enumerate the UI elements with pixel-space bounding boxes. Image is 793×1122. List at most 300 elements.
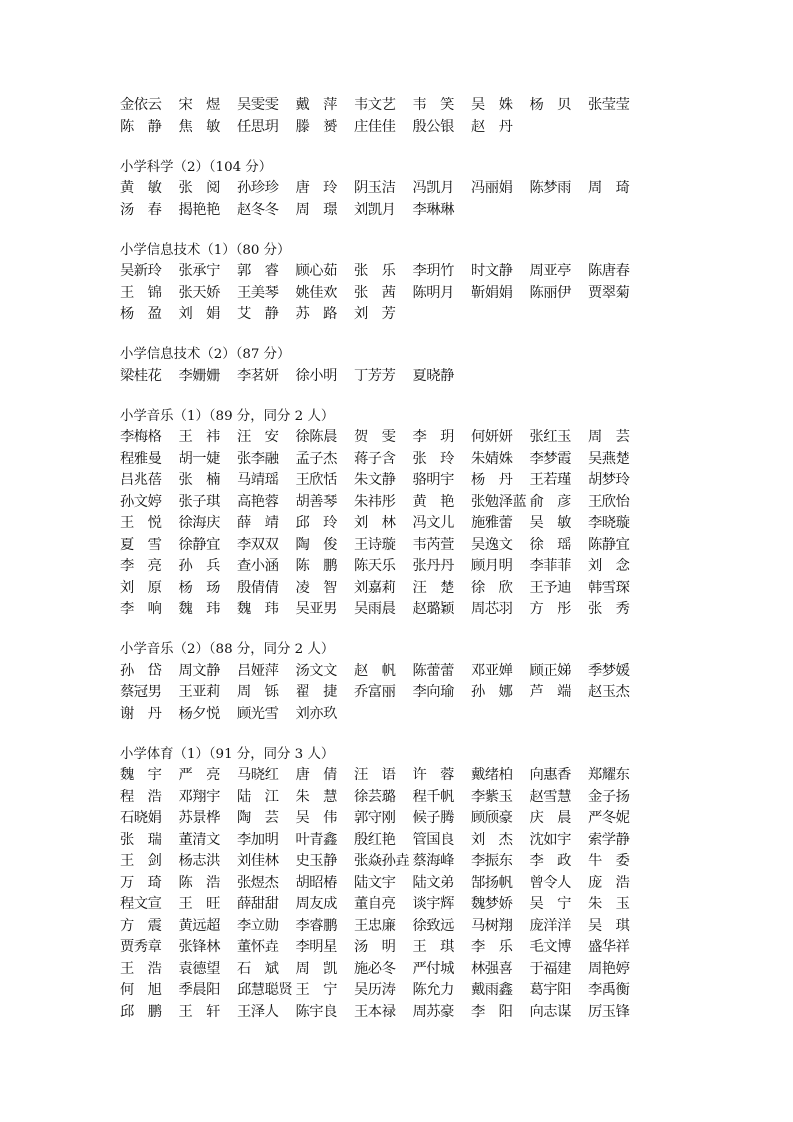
candidate-name: 谈宇辉 xyxy=(412,896,454,912)
candidate-name: 石 斌 xyxy=(237,960,279,977)
candidate-name: 周友成 xyxy=(295,896,337,912)
candidate-name: 殷倩倩 xyxy=(237,579,279,596)
candidate-name: 陈 浩 xyxy=(178,874,220,891)
name-row xyxy=(120,808,680,830)
name-row xyxy=(120,661,680,683)
candidate-name: 董自亮 xyxy=(354,896,396,912)
candidate-name: 姚佳欢 xyxy=(295,284,337,301)
candidate-name: 揭艳艳 xyxy=(178,201,220,218)
candidate-name: 张 瑞 xyxy=(120,831,162,848)
candidate-name: 靳娟娟 xyxy=(471,284,513,301)
score-section xyxy=(120,639,680,725)
section-heading: 小学信息技术（1）（80 分） xyxy=(120,242,291,258)
candidate-name: 夏 雪 xyxy=(120,536,162,553)
candidate-name: 胡一婕 xyxy=(178,450,220,467)
candidate-name: 林强喜 xyxy=(471,960,513,977)
candidate-name: 芦 端 xyxy=(529,684,571,700)
name-row xyxy=(120,513,680,535)
candidate-name: 严冬妮 xyxy=(588,810,630,826)
candidate-name: 杨 盈 xyxy=(120,306,162,322)
candidate-name: 高艳蓉 xyxy=(237,493,279,510)
candidate-name: 庄佳佳 xyxy=(354,118,396,135)
candidate-name: 时文静 xyxy=(471,263,513,279)
candidate-name: 邱慧聪贤 xyxy=(237,982,293,998)
candidate-name: 王美琴 xyxy=(237,284,279,301)
candidate-name: 周艳婷 xyxy=(588,960,630,977)
candidate-name: 赵璐颖 xyxy=(412,601,454,617)
candidate-name: 程文宣 xyxy=(120,896,162,912)
candidate-name: 李姗姗 xyxy=(178,367,220,384)
candidate-name: 韩雪琛 xyxy=(588,579,630,596)
candidate-name: 陈 鹏 xyxy=(295,558,337,574)
candidate-name: 唐 倩 xyxy=(295,767,337,783)
candidate-name: 刘 原 xyxy=(120,579,162,596)
candidate-name: 李 乐 xyxy=(471,939,513,955)
candidate-name: 孙文婷 xyxy=(120,493,162,510)
candidate-name: 蒋子含 xyxy=(354,450,396,467)
candidate-name: 王 浩 xyxy=(120,960,162,977)
candidate-name: 陈宇良 xyxy=(295,1003,337,1020)
candidate-name: 苏景桦 xyxy=(178,810,220,826)
candidate-name: 李梅格 xyxy=(120,429,162,445)
candidate-name: 孙 岱 xyxy=(120,662,162,679)
candidate-name: 徐 欣 xyxy=(471,579,513,596)
candidate-name: 丁芳芳 xyxy=(354,367,396,384)
candidate-name: 李加明 xyxy=(237,831,279,848)
candidate-name: 吴雯雯 xyxy=(237,97,279,113)
candidate-name: 滕 赟 xyxy=(295,118,337,135)
name-row xyxy=(120,535,680,557)
candidate-name: 周文静 xyxy=(178,662,220,679)
candidate-name: 王本禄 xyxy=(354,1003,396,1020)
candidate-name: 张锋林 xyxy=(178,939,220,955)
candidate-name: 刘凯月 xyxy=(354,201,396,218)
candidate-name: 黄 艳 xyxy=(412,493,454,510)
candidate-name: 邱 玲 xyxy=(295,515,337,531)
section-heading: 小学科学（2）（104 分） xyxy=(120,159,273,175)
candidate-name: 刘 芳 xyxy=(354,306,396,322)
candidate-name: 李睿鹏 xyxy=(295,917,337,934)
candidate-name: 吴亚男 xyxy=(295,601,337,617)
candidate-name: 殷公银 xyxy=(412,118,454,135)
candidate-name: 张勉泽蓝 xyxy=(471,493,527,510)
candidate-name: 陆文弟 xyxy=(412,874,454,891)
candidate-name: 冯凯月 xyxy=(412,180,454,196)
candidate-name: 焦 敏 xyxy=(178,118,220,135)
candidate-name: 杨 贝 xyxy=(529,97,571,113)
candidate-name: 胡梦玲 xyxy=(588,472,630,488)
candidate-name: 汤 春 xyxy=(120,201,162,218)
candidate-name: 陈蕾蕾 xyxy=(412,662,454,679)
candidate-name: 乔富丽 xyxy=(354,684,396,700)
candidate-name: 韦芮萱 xyxy=(412,536,454,553)
candidate-name: 毛文博 xyxy=(529,939,571,955)
candidate-name: 季晨阳 xyxy=(178,982,220,998)
candidate-name: 顾心茹 xyxy=(295,263,337,279)
candidate-name: 任思玥 xyxy=(237,118,279,135)
candidate-name: 张天娇 xyxy=(178,284,220,301)
candidate-name: 俞 彦 xyxy=(529,493,571,510)
candidate-name: 董怀垚 xyxy=(237,939,279,955)
candidate-name: 李 政 xyxy=(529,853,571,869)
name-row xyxy=(120,894,680,916)
candidate-name: 汪 语 xyxy=(354,767,396,783)
candidate-name: 王泽人 xyxy=(237,1003,279,1020)
candidate-name: 徐小明 xyxy=(295,367,337,384)
candidate-name: 孙 娜 xyxy=(471,684,513,700)
candidate-name: 吕娅萍 xyxy=(237,662,279,679)
candidate-name: 吴 琪 xyxy=(588,917,630,934)
name-row xyxy=(120,830,680,852)
candidate-name: 黄远超 xyxy=(178,917,220,934)
name-row xyxy=(120,95,680,117)
candidate-name: 贾秀章 xyxy=(120,939,162,955)
candidate-name: 程雅曼 xyxy=(120,450,162,467)
name-row xyxy=(120,1002,680,1024)
candidate-name: 方 震 xyxy=(120,917,162,934)
candidate-name: 程 浩 xyxy=(120,788,162,805)
name-row xyxy=(120,873,680,895)
candidate-name: 胡善琴 xyxy=(295,493,337,510)
candidate-name: 王欣恬 xyxy=(295,472,337,488)
candidate-name: 汪 安 xyxy=(237,429,279,445)
candidate-name: 吴 宁 xyxy=(529,896,571,912)
candidate-name: 蔡冠男 xyxy=(120,684,162,700)
candidate-name: 陈唐春 xyxy=(588,263,630,279)
candidate-name: 孟子杰 xyxy=(295,450,337,467)
name-row xyxy=(120,178,680,200)
candidate-name: 万 琦 xyxy=(120,874,162,891)
candidate-name: 凌 智 xyxy=(295,579,337,596)
candidate-name: 王忠廉 xyxy=(354,917,396,934)
name-row xyxy=(120,916,680,938)
candidate-name: 严付城 xyxy=(412,960,454,977)
candidate-name: 陶 芸 xyxy=(237,810,279,826)
candidate-name: 顾正娣 xyxy=(529,662,571,679)
candidate-name: 袁德望 xyxy=(178,960,220,977)
candidate-name: 郭 睿 xyxy=(237,263,279,279)
candidate-name: 程千帆 xyxy=(412,788,454,805)
candidate-name: 李玥竹 xyxy=(412,263,454,279)
candidate-name: 陈梦雨 xyxy=(529,180,571,196)
candidate-name: 吴新玲 xyxy=(120,263,162,279)
candidate-name: 汪 楚 xyxy=(412,579,454,596)
candidate-name: 李 阳 xyxy=(471,1003,513,1020)
candidate-name: 赵雪慧 xyxy=(529,788,571,805)
candidate-name: 沈如宇 xyxy=(529,831,571,848)
candidate-name: 陶 俊 xyxy=(295,536,337,553)
candidate-name: 叶青鑫 xyxy=(295,831,337,848)
candidate-name: 李明星 xyxy=(295,939,337,955)
candidate-name: 李双双 xyxy=(237,536,279,553)
candidate-name: 厉玉锋 xyxy=(588,1003,630,1020)
candidate-name: 盛华祥 xyxy=(588,939,630,955)
candidate-name: 朱 慧 xyxy=(295,788,337,805)
candidate-name: 王若瑾 xyxy=(529,472,571,488)
candidate-name: 向惠香 xyxy=(529,767,571,783)
candidate-name: 于福建 xyxy=(529,960,571,977)
candidate-name: 陆文宇 xyxy=(354,874,396,891)
candidate-name: 杨 丹 xyxy=(471,472,513,488)
candidate-name: 王欣怡 xyxy=(588,493,630,510)
candidate-name: 李 玥 xyxy=(412,429,454,445)
name-row xyxy=(120,304,680,326)
candidate-name: 董清文 xyxy=(178,831,220,848)
candidate-name: 严 亮 xyxy=(178,767,220,783)
candidate-name: 顾月明 xyxy=(471,558,513,574)
candidate-name: 韦文艺 xyxy=(354,97,396,113)
candidate-name: 王 悦 xyxy=(120,515,162,531)
candidate-name: 贾翠菊 xyxy=(588,284,630,301)
candidate-name: 李向瑜 xyxy=(412,684,454,700)
candidate-name: 赵玉杰 xyxy=(588,684,630,700)
name-row xyxy=(120,765,680,787)
score-section xyxy=(120,344,680,387)
candidate-name: 何妍妍 xyxy=(471,429,513,445)
candidate-name: 顾光雪 xyxy=(237,705,279,722)
candidate-name: 徐 瑶 xyxy=(529,536,571,553)
candidate-name: 赵 丹 xyxy=(471,118,513,135)
candidate-name: 管国良 xyxy=(412,831,454,848)
candidate-name: 张 茜 xyxy=(354,284,396,301)
candidate-name: 陈允力 xyxy=(412,982,454,998)
candidate-name: 徐静宜 xyxy=(178,536,220,553)
candidate-name: 许 蓉 xyxy=(412,767,454,783)
candidate-name: 张承宁 xyxy=(178,263,220,279)
candidate-name: 周亚亭 xyxy=(529,263,571,279)
candidate-name: 陈 静 xyxy=(120,118,162,135)
candidate-name: 冯丽娟 xyxy=(471,180,513,196)
candidate-name: 张莹莹 xyxy=(588,97,630,113)
candidate-name: 徐芸璐 xyxy=(354,788,396,805)
candidate-name: 刘佳林 xyxy=(237,853,279,869)
section-heading: 小学音乐（2）（88 分，同分 2 人） xyxy=(120,642,335,657)
candidate-name: 施必冬 xyxy=(354,960,396,977)
section-heading: 小学音乐（1）（89 分，同分 2 人） xyxy=(120,408,335,424)
candidate-name: 魏梦娇 xyxy=(471,896,513,912)
candidate-name: 赵冬冬 xyxy=(237,201,279,218)
candidate-name: 朱 玉 xyxy=(588,896,630,912)
candidate-name: 周苏豪 xyxy=(412,1003,454,1020)
candidate-name: 杨志洪 xyxy=(178,853,220,869)
candidate-name: 史玉静 xyxy=(295,853,337,869)
candidate-name: 石晓娟 xyxy=(120,810,162,826)
candidate-name: 吴 姝 xyxy=(471,97,513,113)
candidate-name: 葛宇阳 xyxy=(529,982,571,998)
candidate-name: 蔡海峰 xyxy=(412,853,454,869)
candidate-name: 黄 敏 xyxy=(120,180,162,196)
candidate-name: 周 璟 xyxy=(295,201,337,218)
candidate-name: 季梦媛 xyxy=(588,662,630,679)
candidate-name: 曾令人 xyxy=(529,874,571,891)
candidate-name: 索学静 xyxy=(588,831,630,848)
candidate-name: 方 彤 xyxy=(529,601,571,617)
candidate-name: 唐 玲 xyxy=(295,180,337,196)
name-row xyxy=(120,959,680,981)
candidate-name: 张 楠 xyxy=(178,472,220,488)
candidate-name: 郜扬帆 xyxy=(471,874,513,891)
candidate-name: 魏 宇 xyxy=(120,767,162,783)
name-row xyxy=(120,366,680,388)
candidate-name: 刘 杰 xyxy=(471,831,513,848)
candidate-name: 牛 委 xyxy=(588,853,630,869)
candidate-name: 戴 萍 xyxy=(295,97,337,113)
candidate-name: 朱祎彤 xyxy=(354,493,396,510)
candidate-name: 李 亮 xyxy=(120,558,162,574)
score-section xyxy=(120,406,680,621)
candidate-name: 王 剑 xyxy=(120,853,162,869)
candidate-name: 李振东 xyxy=(471,853,513,869)
candidate-name: 徐致远 xyxy=(412,917,454,934)
name-row xyxy=(120,449,680,471)
candidate-name: 张煜杰 xyxy=(237,874,279,891)
candidate-name: 王予迪 xyxy=(529,579,571,596)
candidate-name: 艾 静 xyxy=(237,306,279,322)
candidate-name: 李梦霞 xyxy=(529,450,571,467)
candidate-name: 殷红艳 xyxy=(354,831,396,848)
candidate-name: 汤文文 xyxy=(295,662,337,679)
name-row xyxy=(120,937,680,959)
name-row xyxy=(120,200,680,222)
candidate-name: 刘亦玖 xyxy=(295,705,337,722)
candidate-name: 庆 晨 xyxy=(529,810,571,826)
name-row xyxy=(120,117,680,139)
candidate-name: 谢 丹 xyxy=(120,705,162,722)
candidate-name: 陈明月 xyxy=(412,284,454,301)
candidate-name: 骆明宇 xyxy=(412,472,454,488)
candidate-name: 戴雨鑫 xyxy=(471,982,513,998)
name-row xyxy=(120,427,680,449)
candidate-name: 吴燕楚 xyxy=(588,450,630,467)
candidate-name: 王 轩 xyxy=(178,1003,220,1020)
score-section xyxy=(120,240,680,326)
name-row xyxy=(120,578,680,600)
candidate-name: 周 芸 xyxy=(588,429,630,445)
candidate-name: 金子扬 xyxy=(588,788,630,805)
candidate-name: 张 阅 xyxy=(178,180,220,196)
candidate-name: 周 铄 xyxy=(237,684,279,700)
name-row xyxy=(120,492,680,514)
candidate-name: 吴 伟 xyxy=(295,810,337,826)
candidate-name: 韦 笑 xyxy=(412,97,454,113)
candidate-name: 李菲菲 xyxy=(529,558,571,574)
name-row xyxy=(120,980,680,1002)
candidate-name: 刘 林 xyxy=(354,515,396,531)
candidate-name: 胡昭椿 xyxy=(295,874,337,891)
score-section xyxy=(120,157,680,222)
candidate-name: 张 乐 xyxy=(354,263,396,279)
candidate-name: 马树翔 xyxy=(471,917,513,934)
name-row xyxy=(120,599,680,621)
candidate-name: 王 旺 xyxy=(178,896,220,912)
candidate-name: 张 秀 xyxy=(588,601,630,617)
candidate-name: 王亚莉 xyxy=(178,684,220,700)
candidate-name: 李晓璇 xyxy=(588,515,630,531)
candidate-name: 吴 敏 xyxy=(529,515,571,531)
candidate-name: 邓亚婵 xyxy=(471,662,513,679)
candidate-name: 赵 帆 xyxy=(354,662,396,679)
candidate-name: 周 凯 xyxy=(295,960,337,977)
candidate-name: 李琳琳 xyxy=(412,201,454,218)
candidate-name: 陈天乐 xyxy=(354,558,396,574)
candidate-name: 刘 念 xyxy=(588,558,630,574)
score-section xyxy=(120,744,680,1024)
candidate-name: 张李融 xyxy=(237,450,279,467)
candidate-name: 刘嘉莉 xyxy=(354,579,396,596)
name-row xyxy=(120,470,680,492)
candidate-name: 李茗妍 xyxy=(237,367,279,384)
candidate-name: 王 宁 xyxy=(295,982,337,998)
candidate-name: 梁桂花 xyxy=(120,367,162,384)
candidate-name: 庞 浩 xyxy=(588,874,630,891)
candidate-name: 王 琪 xyxy=(412,939,454,955)
candidate-name: 杨夕悦 xyxy=(178,705,220,722)
candidate-name: 陆 江 xyxy=(237,788,279,805)
candidate-name: 戴绪柏 xyxy=(471,767,513,783)
candidate-name: 张子琪 xyxy=(178,493,220,510)
candidate-name: 魏 玮 xyxy=(178,601,220,617)
candidate-name: 陈丽伊 xyxy=(529,284,571,301)
candidate-name: 周 琦 xyxy=(588,180,630,196)
candidate-name: 李紫玉 xyxy=(471,788,513,805)
name-row xyxy=(120,283,680,305)
candidate-name: 周芯羽 xyxy=(471,601,513,617)
candidate-name: 贺 雯 xyxy=(354,429,396,445)
name-row xyxy=(120,556,680,578)
candidate-name: 张红玉 xyxy=(529,429,571,445)
candidate-name: 苏 路 xyxy=(295,306,337,322)
name-row xyxy=(120,704,680,726)
candidate-name: 邓翔宇 xyxy=(178,788,220,805)
name-row xyxy=(120,851,680,873)
candidate-name: 徐海庆 xyxy=(178,515,220,531)
candidate-name: 庞洋洋 xyxy=(529,917,571,934)
candidate-name: 查小涵 xyxy=(237,558,279,574)
candidate-name: 魏 玮 xyxy=(237,601,279,617)
candidate-name: 向志谋 xyxy=(529,1003,571,1020)
candidate-name: 施雅蕾 xyxy=(471,515,513,531)
candidate-name: 马晓红 xyxy=(237,767,279,783)
candidate-name: 夏晓静 xyxy=(412,367,454,384)
candidate-name: 汤 明 xyxy=(354,939,396,955)
candidate-name: 宋 煜 xyxy=(178,97,220,113)
section-heading: 小学体育（1）（91 分，同分 3 人） xyxy=(120,746,335,762)
document-body xyxy=(120,95,680,1042)
candidate-name: 孙珍珍 xyxy=(237,180,279,196)
name-row xyxy=(120,682,680,704)
candidate-name: 吴历涛 xyxy=(354,982,396,998)
candidate-name: 张焱孙垚 xyxy=(354,853,410,869)
name-row xyxy=(120,787,680,809)
candidate-name: 何 旭 xyxy=(120,982,162,998)
name-row xyxy=(120,261,680,283)
candidate-name: 张 玲 xyxy=(412,450,454,467)
candidate-name: 朱文静 xyxy=(354,472,396,488)
section-heading: 小学信息技术（2）（87 分） xyxy=(120,347,291,362)
candidate-name: 杨 玚 xyxy=(178,579,220,596)
candidate-name: 金依云 xyxy=(120,97,162,113)
candidate-name: 薛甜甜 xyxy=(237,896,279,912)
candidate-name: 吴逸文 xyxy=(471,536,513,553)
candidate-name: 翟 捷 xyxy=(295,684,337,700)
candidate-name: 邱 鹏 xyxy=(120,1003,162,1020)
candidate-name: 李立勋 xyxy=(237,917,279,934)
candidate-name: 李 响 xyxy=(120,601,162,617)
candidate-name: 孙 兵 xyxy=(178,558,220,574)
candidate-name: 冯文儿 xyxy=(412,515,454,531)
candidate-name: 徐陈晨 xyxy=(295,429,337,445)
candidate-name: 王 锦 xyxy=(120,284,162,301)
